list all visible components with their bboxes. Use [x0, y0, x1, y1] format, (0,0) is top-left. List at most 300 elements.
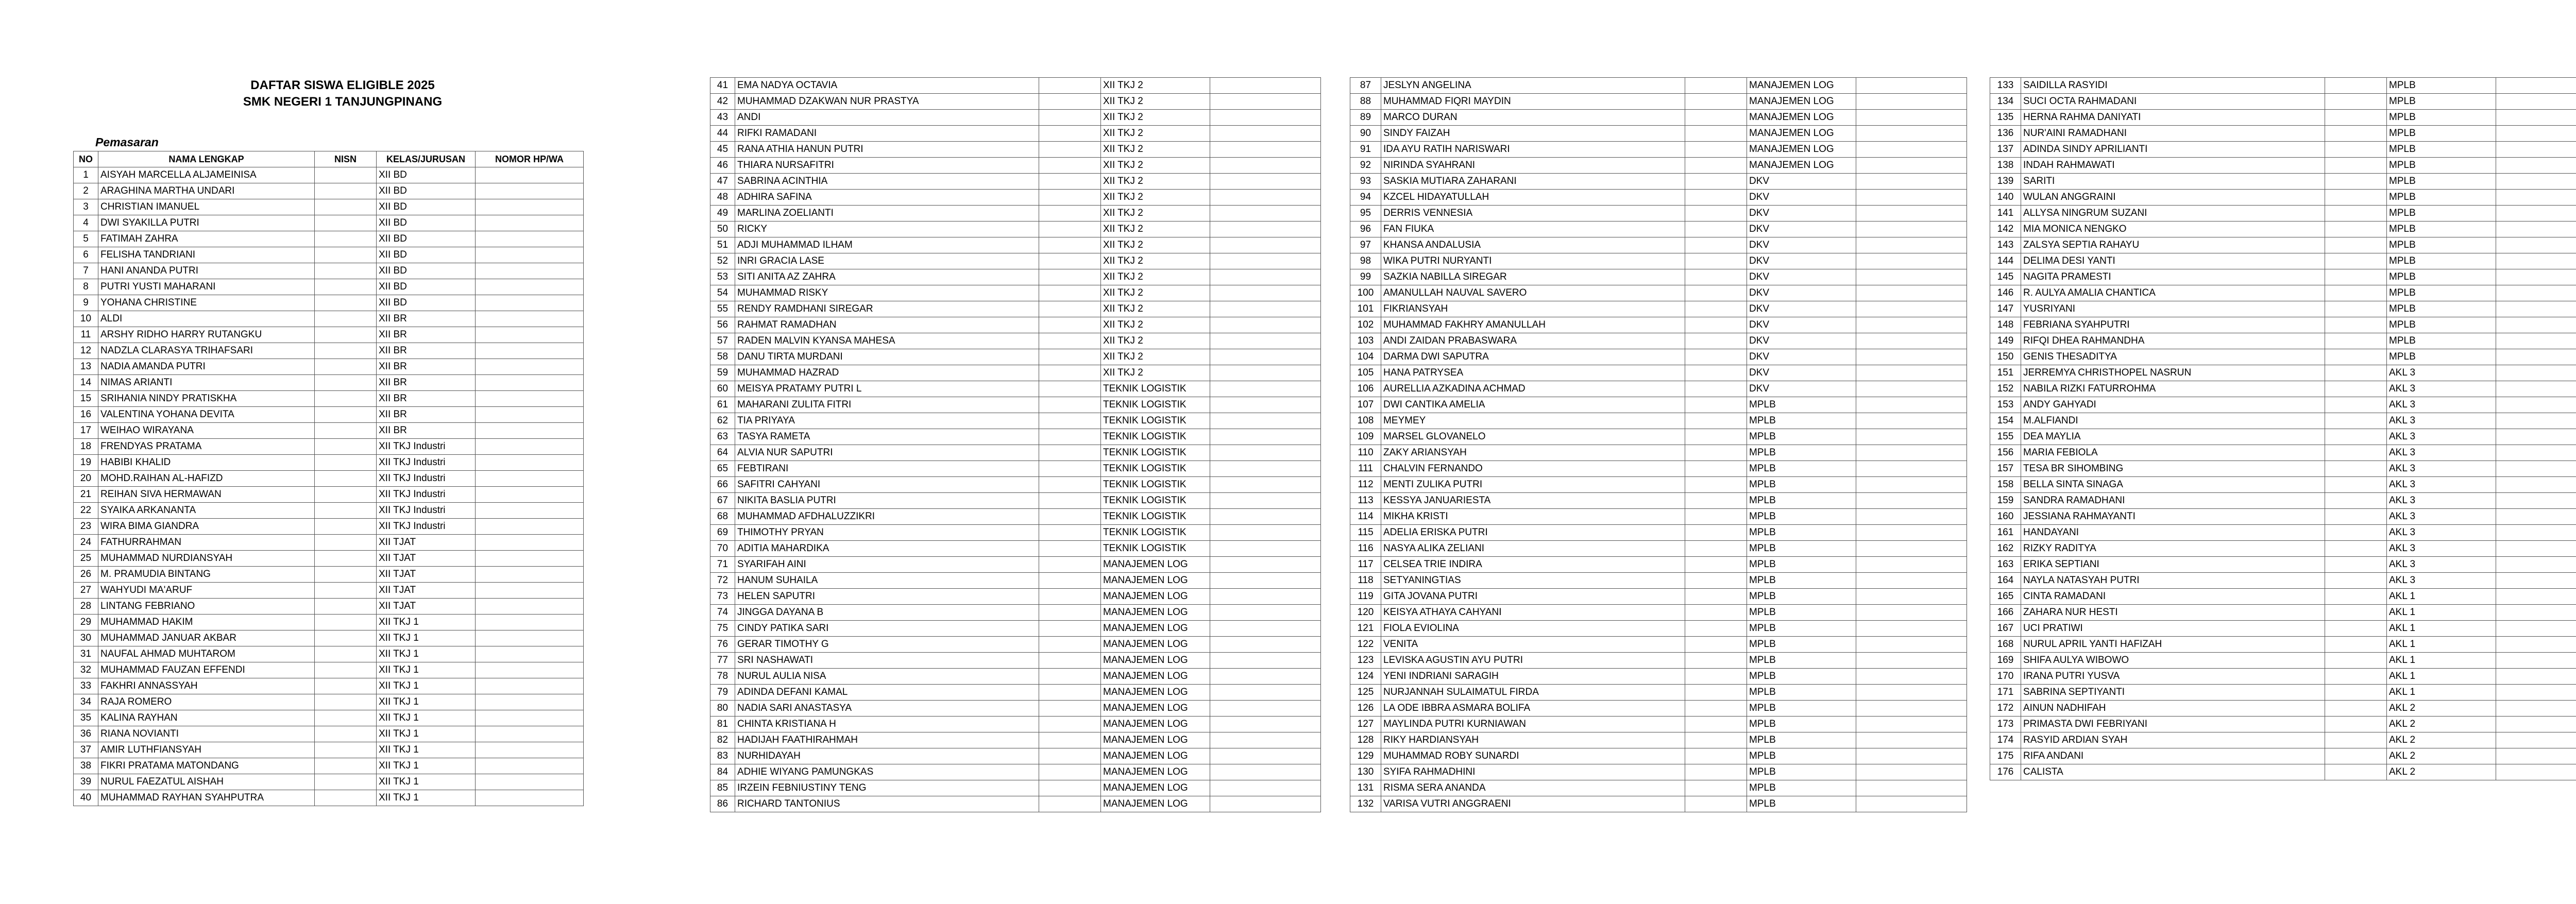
row-number: 19 [74, 455, 98, 471]
nisn-cell [2325, 110, 2387, 126]
table-row [1990, 461, 2576, 477]
table-row [74, 439, 584, 455]
row-number: 128 [1350, 732, 1381, 748]
table-row [1350, 333, 1967, 349]
student-name: MEYMEY [1381, 413, 1685, 429]
nisn-cell [2325, 237, 2387, 253]
row-number: 10 [74, 311, 98, 327]
row-number: 12 [74, 343, 98, 359]
table-row [710, 158, 1321, 174]
class-cell: DKV [1747, 237, 1856, 253]
table-row [1990, 669, 2576, 685]
phone-cell [2496, 190, 2576, 206]
table-row [74, 583, 584, 599]
phone-cell [1210, 637, 1321, 653]
table-row [710, 669, 1321, 685]
row-number: 126 [1350, 701, 1381, 717]
nisn-cell [2325, 126, 2387, 142]
phone-cell [1210, 621, 1321, 637]
nisn-cell [315, 167, 377, 183]
nisn-cell [1039, 653, 1101, 669]
phone-cell [476, 471, 584, 487]
student-name: GITA JOVANA PUTRI [1381, 589, 1685, 605]
nisn-cell [315, 263, 377, 279]
phone-cell [2496, 174, 2576, 190]
table-row [74, 183, 584, 199]
nisn-cell [315, 439, 377, 455]
student-name: SITI ANITA AZ ZAHRA [735, 269, 1039, 285]
student-name: HELEN SAPUTRI [735, 589, 1039, 605]
phone-cell [2496, 685, 2576, 701]
phone-cell [2496, 573, 2576, 589]
phone-cell [1856, 764, 1967, 780]
table-row [1350, 493, 1967, 509]
table-row [1350, 557, 1967, 573]
student-name: PRIMASTA DWI FEBRIYANI [2021, 717, 2325, 732]
class-cell: MANAJEMEN LOG [1101, 605, 1210, 621]
phone-cell [476, 615, 584, 630]
phone-cell [2496, 637, 2576, 653]
phone-cell [1210, 653, 1321, 669]
class-cell: TEKNIK LOGISTIK [1101, 541, 1210, 557]
table-row [1350, 349, 1967, 365]
phone-cell [476, 535, 584, 551]
table-row [1990, 701, 2576, 717]
nisn-cell [1039, 190, 1101, 206]
phone-cell [2496, 126, 2576, 142]
nisn-cell [1039, 397, 1101, 413]
nisn-cell [1039, 110, 1101, 126]
nisn-cell [2325, 541, 2387, 557]
row-number: 44 [710, 126, 735, 142]
student-name: SANDRA RAMADHANI [2021, 493, 2325, 509]
nisn-cell [1685, 477, 1747, 493]
nisn-cell [315, 742, 377, 758]
nisn-cell [1039, 796, 1101, 812]
class-cell: XII TKJ 2 [1101, 237, 1210, 253]
nisn-cell [1039, 78, 1101, 94]
table-row [1350, 589, 1967, 605]
student-name: VENITA [1381, 637, 1685, 653]
phone-cell [2496, 253, 2576, 269]
class-cell: XII TKJ 2 [1101, 253, 1210, 269]
phone-cell [1210, 301, 1321, 317]
row-number: 64 [710, 445, 735, 461]
class-cell: AKL 2 [2387, 717, 2496, 732]
table-row [1350, 78, 1967, 94]
class-cell: TEKNIK LOGISTIK [1101, 429, 1210, 445]
table-body [74, 167, 584, 806]
class-cell: DKV [1747, 221, 1856, 237]
student-name: DEA MAYLIA [2021, 429, 2325, 445]
nisn-cell [1685, 685, 1747, 701]
table-row [1350, 669, 1967, 685]
row-number: 151 [1990, 365, 2021, 381]
class-cell: XII TKJ Industri [377, 503, 476, 519]
table-row [1990, 685, 2576, 701]
nisn-cell [315, 359, 377, 375]
table-row [74, 710, 584, 726]
row-number: 1 [74, 167, 98, 183]
phone-cell [476, 167, 584, 183]
student-name: ADINDA DEFANI KAMAL [735, 685, 1039, 701]
phone-cell [1856, 445, 1967, 461]
table-row [74, 487, 584, 503]
class-cell: MANAJEMEN LOG [1101, 748, 1210, 764]
student-name: DERRIS VENNESIA [1381, 206, 1685, 221]
table-row [74, 551, 584, 567]
row-number: 175 [1990, 748, 2021, 764]
row-number: 20 [74, 471, 98, 487]
table-row [1990, 349, 2576, 365]
nisn-cell [315, 567, 377, 583]
table-row [710, 381, 1321, 397]
phone-cell [2496, 764, 2576, 780]
phone-cell [476, 311, 584, 327]
phone-cell [2496, 333, 2576, 349]
table-row [74, 630, 584, 646]
phone-cell [476, 455, 584, 471]
student-name: SAZKIA NABILLA SIREGAR [1381, 269, 1685, 285]
class-cell: MPLB [1747, 621, 1856, 637]
table-row [1990, 301, 2576, 317]
nisn-cell [2325, 717, 2387, 732]
table-row [1990, 509, 2576, 525]
table-row [1350, 621, 1967, 637]
nisn-cell [315, 615, 377, 630]
student-name: RIKY HARDIANSYAH [1381, 732, 1685, 748]
student-name: YUSRIYANI [2021, 301, 2325, 317]
student-name: FEBRIANA SYAHPUTRI [2021, 317, 2325, 333]
student-name: RIFKI RAMADANI [735, 126, 1039, 142]
nisn-cell [315, 726, 377, 742]
student-name: NURHIDAYAH [735, 748, 1039, 764]
table-row [1350, 413, 1967, 429]
student-name: TIA PRIYAYA [735, 413, 1039, 429]
row-number: 48 [710, 190, 735, 206]
phone-cell [2496, 621, 2576, 637]
student-name: NUR'AINI RAMADHANI [2021, 126, 2325, 142]
table-row [710, 717, 1321, 732]
table-row [710, 732, 1321, 748]
table-row [1350, 237, 1967, 253]
row-number: 138 [1990, 158, 2021, 174]
table-header-row [74, 151, 584, 167]
nisn-cell [1685, 190, 1747, 206]
phone-cell [476, 567, 584, 583]
phone-cell [476, 423, 584, 439]
class-cell: XII TKJ 2 [1101, 142, 1210, 158]
row-number: 137 [1990, 142, 2021, 158]
nisn-cell [315, 343, 377, 359]
class-cell: MPLB [1747, 780, 1856, 796]
student-name: ANDI ZAIDAN PRABASWARA [1381, 333, 1685, 349]
row-number: 33 [74, 678, 98, 694]
nisn-cell [2325, 333, 2387, 349]
table-row [1990, 748, 2576, 764]
nisn-cell [315, 215, 377, 231]
nisn-cell [1685, 110, 1747, 126]
nisn-cell [1685, 589, 1747, 605]
phone-cell [476, 519, 584, 535]
nisn-cell [2325, 349, 2387, 365]
student-name: EMA NADYA OCTAVIA [735, 78, 1039, 94]
phone-cell [2496, 748, 2576, 764]
student-name: VALENTINA YOHANA DEVITA [98, 407, 315, 423]
table-row [710, 637, 1321, 653]
student-name: SAFITRI CAHYANI [735, 477, 1039, 493]
table-row [710, 285, 1321, 301]
table-body [710, 78, 1321, 812]
nisn-cell [1685, 142, 1747, 158]
phone-cell [476, 726, 584, 742]
nisn-cell [1685, 413, 1747, 429]
class-cell: XII TKJ Industri [377, 471, 476, 487]
table-row [1990, 557, 2576, 573]
nisn-cell [1685, 365, 1747, 381]
class-cell: MANAJEMEN LOG [1101, 573, 1210, 589]
student-name: AMANULLAH NAUVAL SAVERO [1381, 285, 1685, 301]
class-cell: AKL 1 [2387, 637, 2496, 653]
row-number: 2 [74, 183, 98, 199]
student-name: AINUN NADHIFAH [2021, 701, 2325, 717]
nisn-cell [2325, 685, 2387, 701]
student-name: MAHARANI ZULITA FITRI [735, 397, 1039, 413]
class-cell: XII BD [377, 167, 476, 183]
table-row [1350, 190, 1967, 206]
phone-cell [1856, 317, 1967, 333]
school-name: SMK NEGERI 1 TANJUNGPINANG [243, 95, 443, 109]
class-cell: MPLB [2387, 221, 2496, 237]
class-cell: XII TJAT [377, 599, 476, 615]
nisn-cell [1039, 637, 1101, 653]
phone-cell [1210, 221, 1321, 237]
class-cell: XII TKJ 1 [377, 742, 476, 758]
class-cell: XII TKJ 2 [1101, 365, 1210, 381]
table-row [1990, 365, 2576, 381]
class-cell: MPLB [1747, 732, 1856, 748]
class-cell: XII TKJ 2 [1101, 317, 1210, 333]
column-header-hp: NOMOR HP/WA [476, 151, 584, 167]
class-cell: AKL 3 [2387, 413, 2496, 429]
document-title: DAFTAR SISWA ELIGIBLE 2025 [250, 78, 435, 92]
nisn-cell [1685, 637, 1747, 653]
row-number: 133 [1990, 78, 2021, 94]
nisn-cell [2325, 269, 2387, 285]
table-body [1990, 78, 2576, 780]
row-number: 155 [1990, 429, 2021, 445]
phone-cell [1856, 605, 1967, 621]
table-row [74, 199, 584, 215]
row-number: 79 [710, 685, 735, 701]
nisn-cell [2325, 748, 2387, 764]
nisn-cell [1685, 237, 1747, 253]
phone-cell [2496, 221, 2576, 237]
row-number: 23 [74, 519, 98, 535]
table-row [710, 605, 1321, 621]
nisn-cell [2325, 78, 2387, 94]
row-number: 83 [710, 748, 735, 764]
phone-cell [1210, 780, 1321, 796]
table-row [1350, 525, 1967, 541]
phone-cell [1210, 158, 1321, 174]
phone-cell [476, 439, 584, 455]
phone-cell [2496, 365, 2576, 381]
student-name: WEIHAO WIRAYANA [98, 423, 315, 439]
table-row [710, 701, 1321, 717]
nisn-cell [1685, 780, 1747, 796]
class-cell: AKL 1 [2387, 605, 2496, 621]
class-cell: MPLB [1747, 669, 1856, 685]
nisn-cell [315, 662, 377, 678]
nisn-cell [2325, 605, 2387, 621]
class-cell: XII TJAT [377, 551, 476, 567]
nisn-cell [2325, 174, 2387, 190]
student-name: MARSEL GLOVANELO [1381, 429, 1685, 445]
nisn-cell [2325, 493, 2387, 509]
student-name: MUHAMMAD ROBY SUNARDI [1381, 748, 1685, 764]
phone-cell [1856, 701, 1967, 717]
row-number: 134 [1990, 94, 2021, 110]
nisn-cell [1039, 253, 1101, 269]
student-name: PUTRI YUSTI MAHARANI [98, 279, 315, 295]
table-row [74, 215, 584, 231]
row-number: 32 [74, 662, 98, 678]
class-cell: MPLB [2387, 206, 2496, 221]
class-cell: XII TJAT [377, 583, 476, 599]
student-name: RIFQI DHEA RAHMANDHA [2021, 333, 2325, 349]
phone-cell [1856, 461, 1967, 477]
table-row [74, 758, 584, 774]
phone-cell [476, 694, 584, 710]
row-number: 40 [74, 790, 98, 806]
student-name: KALINA RAYHAN [98, 710, 315, 726]
table-row [1990, 78, 2576, 94]
nisn-cell [1039, 317, 1101, 333]
table-row [74, 774, 584, 790]
class-cell: XII BR [377, 391, 476, 407]
nisn-cell [315, 710, 377, 726]
phone-cell [1210, 237, 1321, 253]
nisn-cell [1685, 461, 1747, 477]
phone-cell [1210, 413, 1321, 429]
table-row [1990, 237, 2576, 253]
phone-cell [1210, 701, 1321, 717]
student-name: FEBTIRANI [735, 461, 1039, 477]
nisn-cell [1685, 732, 1747, 748]
nisn-cell [1039, 206, 1101, 221]
class-cell: MANAJEMEN LOG [1101, 685, 1210, 701]
phone-cell [1856, 126, 1967, 142]
nisn-cell [2325, 381, 2387, 397]
nisn-cell [1039, 477, 1101, 493]
class-cell: XII TKJ Industri [377, 439, 476, 455]
row-number: 92 [1350, 158, 1381, 174]
phone-cell [1856, 349, 1967, 365]
student-name: RIZKY RADITYA [2021, 541, 2325, 557]
phone-cell [1210, 269, 1321, 285]
row-number: 85 [710, 780, 735, 796]
phone-cell [1210, 317, 1321, 333]
phone-cell [1210, 333, 1321, 349]
phone-cell [476, 503, 584, 519]
student-name: LA ODE IBBRA ASMARA BOLIFA [1381, 701, 1685, 717]
class-cell: MANAJEMEN LOG [1747, 94, 1856, 110]
class-cell: MPLB [1747, 557, 1856, 573]
table-row [1990, 206, 2576, 221]
student-name: ADITIA MAHARDIKA [735, 541, 1039, 557]
nisn-cell [1685, 158, 1747, 174]
phone-cell [1210, 461, 1321, 477]
row-number: 135 [1990, 110, 2021, 126]
table-row [74, 599, 584, 615]
class-cell: MPLB [1747, 573, 1856, 589]
nisn-cell [1039, 285, 1101, 301]
row-number: 36 [74, 726, 98, 742]
table-row [710, 493, 1321, 509]
row-number: 15 [74, 391, 98, 407]
phone-cell [1856, 269, 1967, 285]
phone-cell [1210, 174, 1321, 190]
student-name: NURUL AULIA NISA [735, 669, 1039, 685]
nisn-cell [315, 183, 377, 199]
class-cell: MANAJEMEN LOG [1101, 717, 1210, 732]
student-name: TASYA RAMETA [735, 429, 1039, 445]
student-name: CHRISTIAN IMANUEL [98, 199, 315, 215]
row-number: 127 [1350, 717, 1381, 732]
table-row [710, 589, 1321, 605]
nisn-cell [1685, 525, 1747, 541]
student-name: THIARA NURSAFITRI [735, 158, 1039, 174]
table-row [1350, 142, 1967, 158]
class-cell: MPLB [2387, 142, 2496, 158]
table-row [710, 269, 1321, 285]
class-cell: TEKNIK LOGISTIK [1101, 381, 1210, 397]
student-name: SYARIFAH AINI [735, 557, 1039, 573]
nisn-cell [1685, 317, 1747, 333]
phone-cell [1856, 221, 1967, 237]
class-cell: XII TKJ 1 [377, 758, 476, 774]
table-row [1990, 269, 2576, 285]
row-number: 57 [710, 333, 735, 349]
phone-cell [1856, 78, 1967, 94]
class-cell: DKV [1747, 301, 1856, 317]
table-row [74, 391, 584, 407]
nisn-cell [1039, 589, 1101, 605]
row-number: 157 [1990, 461, 2021, 477]
student-name: REIHAN SIVA HERMAWAN [98, 487, 315, 503]
row-number: 88 [1350, 94, 1381, 110]
row-number: 116 [1350, 541, 1381, 557]
row-number: 60 [710, 381, 735, 397]
table-row [1350, 285, 1967, 301]
column-header-name: NAMA LENGKAP [98, 151, 315, 167]
row-number: 101 [1350, 301, 1381, 317]
phone-cell [1856, 365, 1967, 381]
student-name: WULAN ANGGRAINI [2021, 190, 2325, 206]
table-row [74, 615, 584, 630]
table-row [1350, 221, 1967, 237]
student-name: LINTANG FEBRIANO [98, 599, 315, 615]
student-name: RICKY [735, 221, 1039, 237]
table-row [1990, 445, 2576, 461]
phone-cell [1210, 605, 1321, 621]
class-cell: MPLB [2387, 349, 2496, 365]
table-row [1990, 764, 2576, 780]
nisn-cell [1039, 621, 1101, 637]
student-name: FATHURRAHMAN [98, 535, 315, 551]
table-row [710, 206, 1321, 221]
